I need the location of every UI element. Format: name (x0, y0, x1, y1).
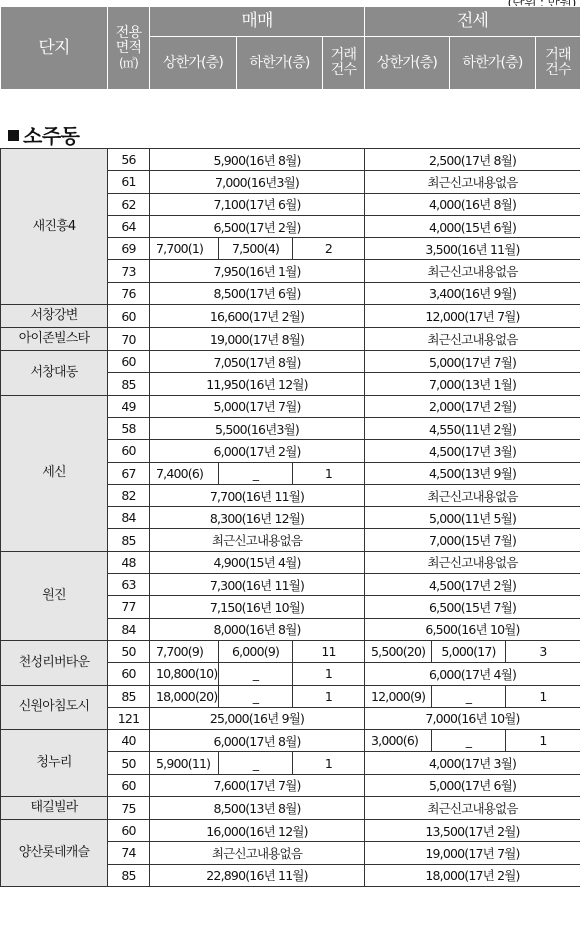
jeonse-value: 최근신고내용없음 (365, 171, 580, 193)
sale-value: 5,000(17년 7월) (150, 395, 365, 417)
sale-value: 7,300(16년 11월) (150, 574, 365, 596)
sale-upper: 7,700(1) (150, 238, 219, 260)
sale-value: 7,000(16년3월) (150, 171, 365, 193)
sale-value: 25,000(16년 9월) (150, 707, 365, 729)
sale-lower: _ (219, 685, 293, 707)
jeonse-value: 4,500(17년 3월) (365, 440, 580, 462)
jeonse-value: 7,000(16년 10월) (365, 707, 580, 729)
sale-value: 최근신고내용없음 (150, 842, 365, 864)
sale-value: 16,600(17년 2월) (150, 305, 365, 328)
sale-value: 22,890(16년 11월) (150, 864, 365, 886)
jeonse-value: 6,500(16년 10월) (365, 618, 580, 640)
complex-name (1, 351, 108, 396)
price-table (0, 148, 580, 887)
complex-name (1, 820, 108, 887)
header-area-line1: 전용 (115, 24, 142, 41)
jeonse-value: 2,000(17년 2월) (365, 395, 580, 417)
jeonse-value: 최근신고내용없음 (365, 551, 580, 573)
jeonse-value: 4,000(16년 8월) (365, 193, 580, 215)
area-cell: 61 (108, 171, 150, 193)
sale-value: 최근신고내용없음 (150, 529, 365, 551)
jeonse-value: 6,000(17년 4월) (365, 663, 580, 685)
sale-value: 5,500(16년3월) (150, 417, 365, 439)
area-cell: 85 (108, 529, 150, 551)
sale-value: 11,950(16년 12월) (150, 373, 365, 395)
area-cell: 63 (108, 574, 150, 596)
jeonse-value: 4,550(11년 2월) (365, 417, 580, 439)
area-cell: 67 (108, 462, 150, 484)
complex-name (1, 730, 108, 797)
table-row (1, 640, 580, 662)
sale-value: 7,100(17년 6월) (150, 193, 365, 215)
header-count-line2: 건수 (330, 62, 357, 78)
sale-count: 1 (293, 663, 365, 685)
sale-value: 6,500(17년 2월) (150, 215, 365, 237)
area-cell: 73 (108, 260, 150, 282)
jeonse-value: 18,000(17년 2월) (365, 864, 580, 886)
jeonse-value: 3,500(16년 11월) (365, 238, 580, 260)
sale-value: 6,000(17년 8월) (150, 730, 365, 752)
jeonse-value: 5,000(17년 7월) (365, 351, 580, 373)
area-cell: 64 (108, 215, 150, 237)
sale-value: 8,300(16년 12월) (150, 507, 365, 529)
area-cell: 69 (108, 238, 150, 260)
area-cell: 58 (108, 417, 150, 439)
complex-name-line: 서창대동 (30, 364, 78, 380)
area-cell: 85 (108, 373, 150, 395)
jeonse-value: 12,000(17년 7월) (365, 305, 580, 328)
sale-value: 7,600(17년 7월) (150, 774, 365, 796)
complex-name-line: 신원아침도시 (18, 699, 90, 715)
complex-name-line: 청누리 (36, 755, 72, 771)
jeonse-lower: _ (432, 730, 506, 752)
jeonse-value: 5,000(17년 6월) (365, 774, 580, 796)
complex-name-line: 양산롯데캐슬 (18, 844, 90, 860)
header-jeonse-count (536, 37, 580, 90)
header-sale: 매매 (150, 7, 365, 37)
jeonse-value: 19,000(17년 7월) (365, 842, 580, 864)
jeonse-value: 5,000(11년 5월) (365, 507, 580, 529)
jeonse-value: 7,000(15년 7월) (365, 529, 580, 551)
sale-upper: 7,400(6) (150, 462, 219, 484)
sale-value: 5,900(16년 8월) (150, 149, 365, 171)
sale-upper: 5,900(11) (150, 752, 219, 774)
sale-count: 1 (293, 752, 365, 774)
sale-count: 11 (293, 640, 365, 662)
sale-value: 6,000(17년 2월) (150, 440, 365, 462)
table-row (1, 351, 580, 373)
sale-value: 8,500(13년 8월) (150, 797, 365, 820)
sale-count: 2 (293, 238, 365, 260)
jeonse-upper: 5,500(20) (365, 640, 432, 662)
area-cell: 84 (108, 507, 150, 529)
header-count-line1: 거래 (545, 47, 571, 63)
area-cell: 60 (108, 663, 150, 685)
table-header (0, 6, 580, 90)
sale-lower: _ (219, 663, 293, 685)
jeonse-value: 최근신고내용없음 (365, 328, 580, 351)
table-row (1, 305, 580, 328)
table-row (1, 797, 580, 820)
jeonse-value: 최근신고내용없음 (365, 797, 580, 820)
area-cell: 49 (108, 395, 150, 417)
jeonse-count: 1 (506, 730, 580, 752)
sale-count: 1 (293, 685, 365, 707)
header-sale-count (323, 37, 365, 90)
jeonse-lower: 5,000(17) (432, 640, 506, 662)
area-cell: 60 (108, 351, 150, 373)
area-cell: 62 (108, 193, 150, 215)
complex-name (1, 551, 108, 640)
complex-name: 서창강변 (1, 305, 108, 328)
area-cell: 82 (108, 484, 150, 506)
area-cell: 40 (108, 730, 150, 752)
area-cell: 48 (108, 551, 150, 573)
area-cell: 60 (108, 820, 150, 842)
jeonse-value: 6,500(15년 7월) (365, 596, 580, 618)
price-table-body (1, 149, 580, 887)
jeonse-value: 4,500(17년 2월) (365, 574, 580, 596)
jeonse-count: 3 (506, 640, 580, 662)
jeonse-value: 4,000(15년 6월) (365, 215, 580, 237)
sale-upper: 18,000(20) (150, 685, 219, 707)
header-jeonse-upper: 상한가(층) (365, 37, 450, 90)
header-jeonse-lower: 하한가(층) (450, 37, 536, 90)
sale-lower: _ (219, 462, 293, 484)
jeonse-lower: _ (432, 685, 506, 707)
square-bullet-icon (8, 130, 19, 141)
header-sale-lower: 하한가(층) (237, 37, 323, 90)
complex-name: 아이존빌스타 (1, 328, 108, 351)
header-complex: 단지 (1, 7, 108, 90)
sale-value: 16,000(16년 12월) (150, 820, 365, 842)
header-area (108, 7, 150, 90)
jeonse-value: 최근신고내용없음 (365, 260, 580, 282)
sale-value: 19,000(17년 8월) (150, 328, 365, 351)
jeonse-value: 4,000(17년 3월) (365, 752, 580, 774)
sale-lower: 7,500(4) (219, 238, 293, 260)
table-row (1, 820, 580, 842)
complex-name (1, 149, 108, 305)
area-cell: 74 (108, 842, 150, 864)
jeonse-value: 7,000(13년 1월) (365, 373, 580, 395)
jeonse-upper: 12,000(9) (365, 685, 432, 707)
table-row (1, 730, 580, 752)
complex-name (1, 640, 108, 685)
sale-value: 8,500(17년 6월) (150, 282, 365, 304)
area-cell: 70 (108, 328, 150, 351)
header-area-unit: (㎡) (119, 55, 138, 70)
jeonse-value: 13,500(17년 2월) (365, 820, 580, 842)
complex-name-line: 새진흥4 (32, 218, 76, 234)
table-row (1, 551, 580, 573)
area-cell: 85 (108, 864, 150, 886)
section-title (8, 120, 79, 149)
sale-lower: _ (219, 752, 293, 774)
section-title-text: 소주동 (23, 124, 80, 148)
complex-name-line: 천성리버타운 (18, 654, 90, 670)
area-cell: 85 (108, 685, 150, 707)
area-cell: 60 (108, 440, 150, 462)
sale-value: 4,900(15년 4월) (150, 551, 365, 573)
jeonse-value: 최근신고내용없음 (365, 484, 580, 506)
area-cell: 56 (108, 149, 150, 171)
sale-upper: 10,800(10) (150, 663, 219, 685)
area-cell: 77 (108, 596, 150, 618)
sale-lower: 6,000(9) (219, 640, 293, 662)
sale-value: 8,000(16년 8월) (150, 618, 365, 640)
complex-name-line: 세신 (42, 465, 66, 481)
jeonse-value: 4,500(13년 9월) (365, 462, 580, 484)
table-row (1, 685, 580, 707)
table-row (1, 395, 580, 417)
area-cell: 121 (108, 707, 150, 729)
complex-name (1, 395, 108, 551)
jeonse-count: 1 (506, 685, 580, 707)
sale-count: 1 (293, 462, 365, 484)
complex-name-line: 태길빌라 (30, 800, 78, 816)
area-cell: 76 (108, 282, 150, 304)
jeonse-upper: 3,000(6) (365, 730, 432, 752)
table-row (1, 149, 580, 171)
sale-value: 7,150(16년 10월) (150, 596, 365, 618)
sale-upper: 7,700(9) (150, 640, 219, 662)
area-cell: 50 (108, 640, 150, 662)
sale-value: 7,950(16년 1월) (150, 260, 365, 282)
complex-name-line: 원진 (42, 587, 66, 603)
complex-name (1, 685, 108, 730)
complex-name (1, 797, 108, 820)
table-row (1, 328, 580, 351)
header-count-line1: 거래 (330, 47, 357, 63)
header-count-line2: 건수 (545, 62, 571, 78)
area-cell: 75 (108, 797, 150, 820)
header-jeonse: 전세 (365, 7, 580, 37)
jeonse-value: 3,400(16년 9월) (365, 282, 580, 304)
sale-value: 7,700(16년 11월) (150, 484, 365, 506)
area-cell: 84 (108, 618, 150, 640)
jeonse-value: 2,500(17년 8월) (365, 149, 580, 171)
header-area-line2: 면적 (115, 39, 142, 56)
area-cell: 60 (108, 774, 150, 796)
area-cell: 60 (108, 305, 150, 328)
header-sale-upper: 상한가(층) (150, 37, 237, 90)
sale-value: 7,050(17년 8월) (150, 351, 365, 373)
area-cell: 50 (108, 752, 150, 774)
